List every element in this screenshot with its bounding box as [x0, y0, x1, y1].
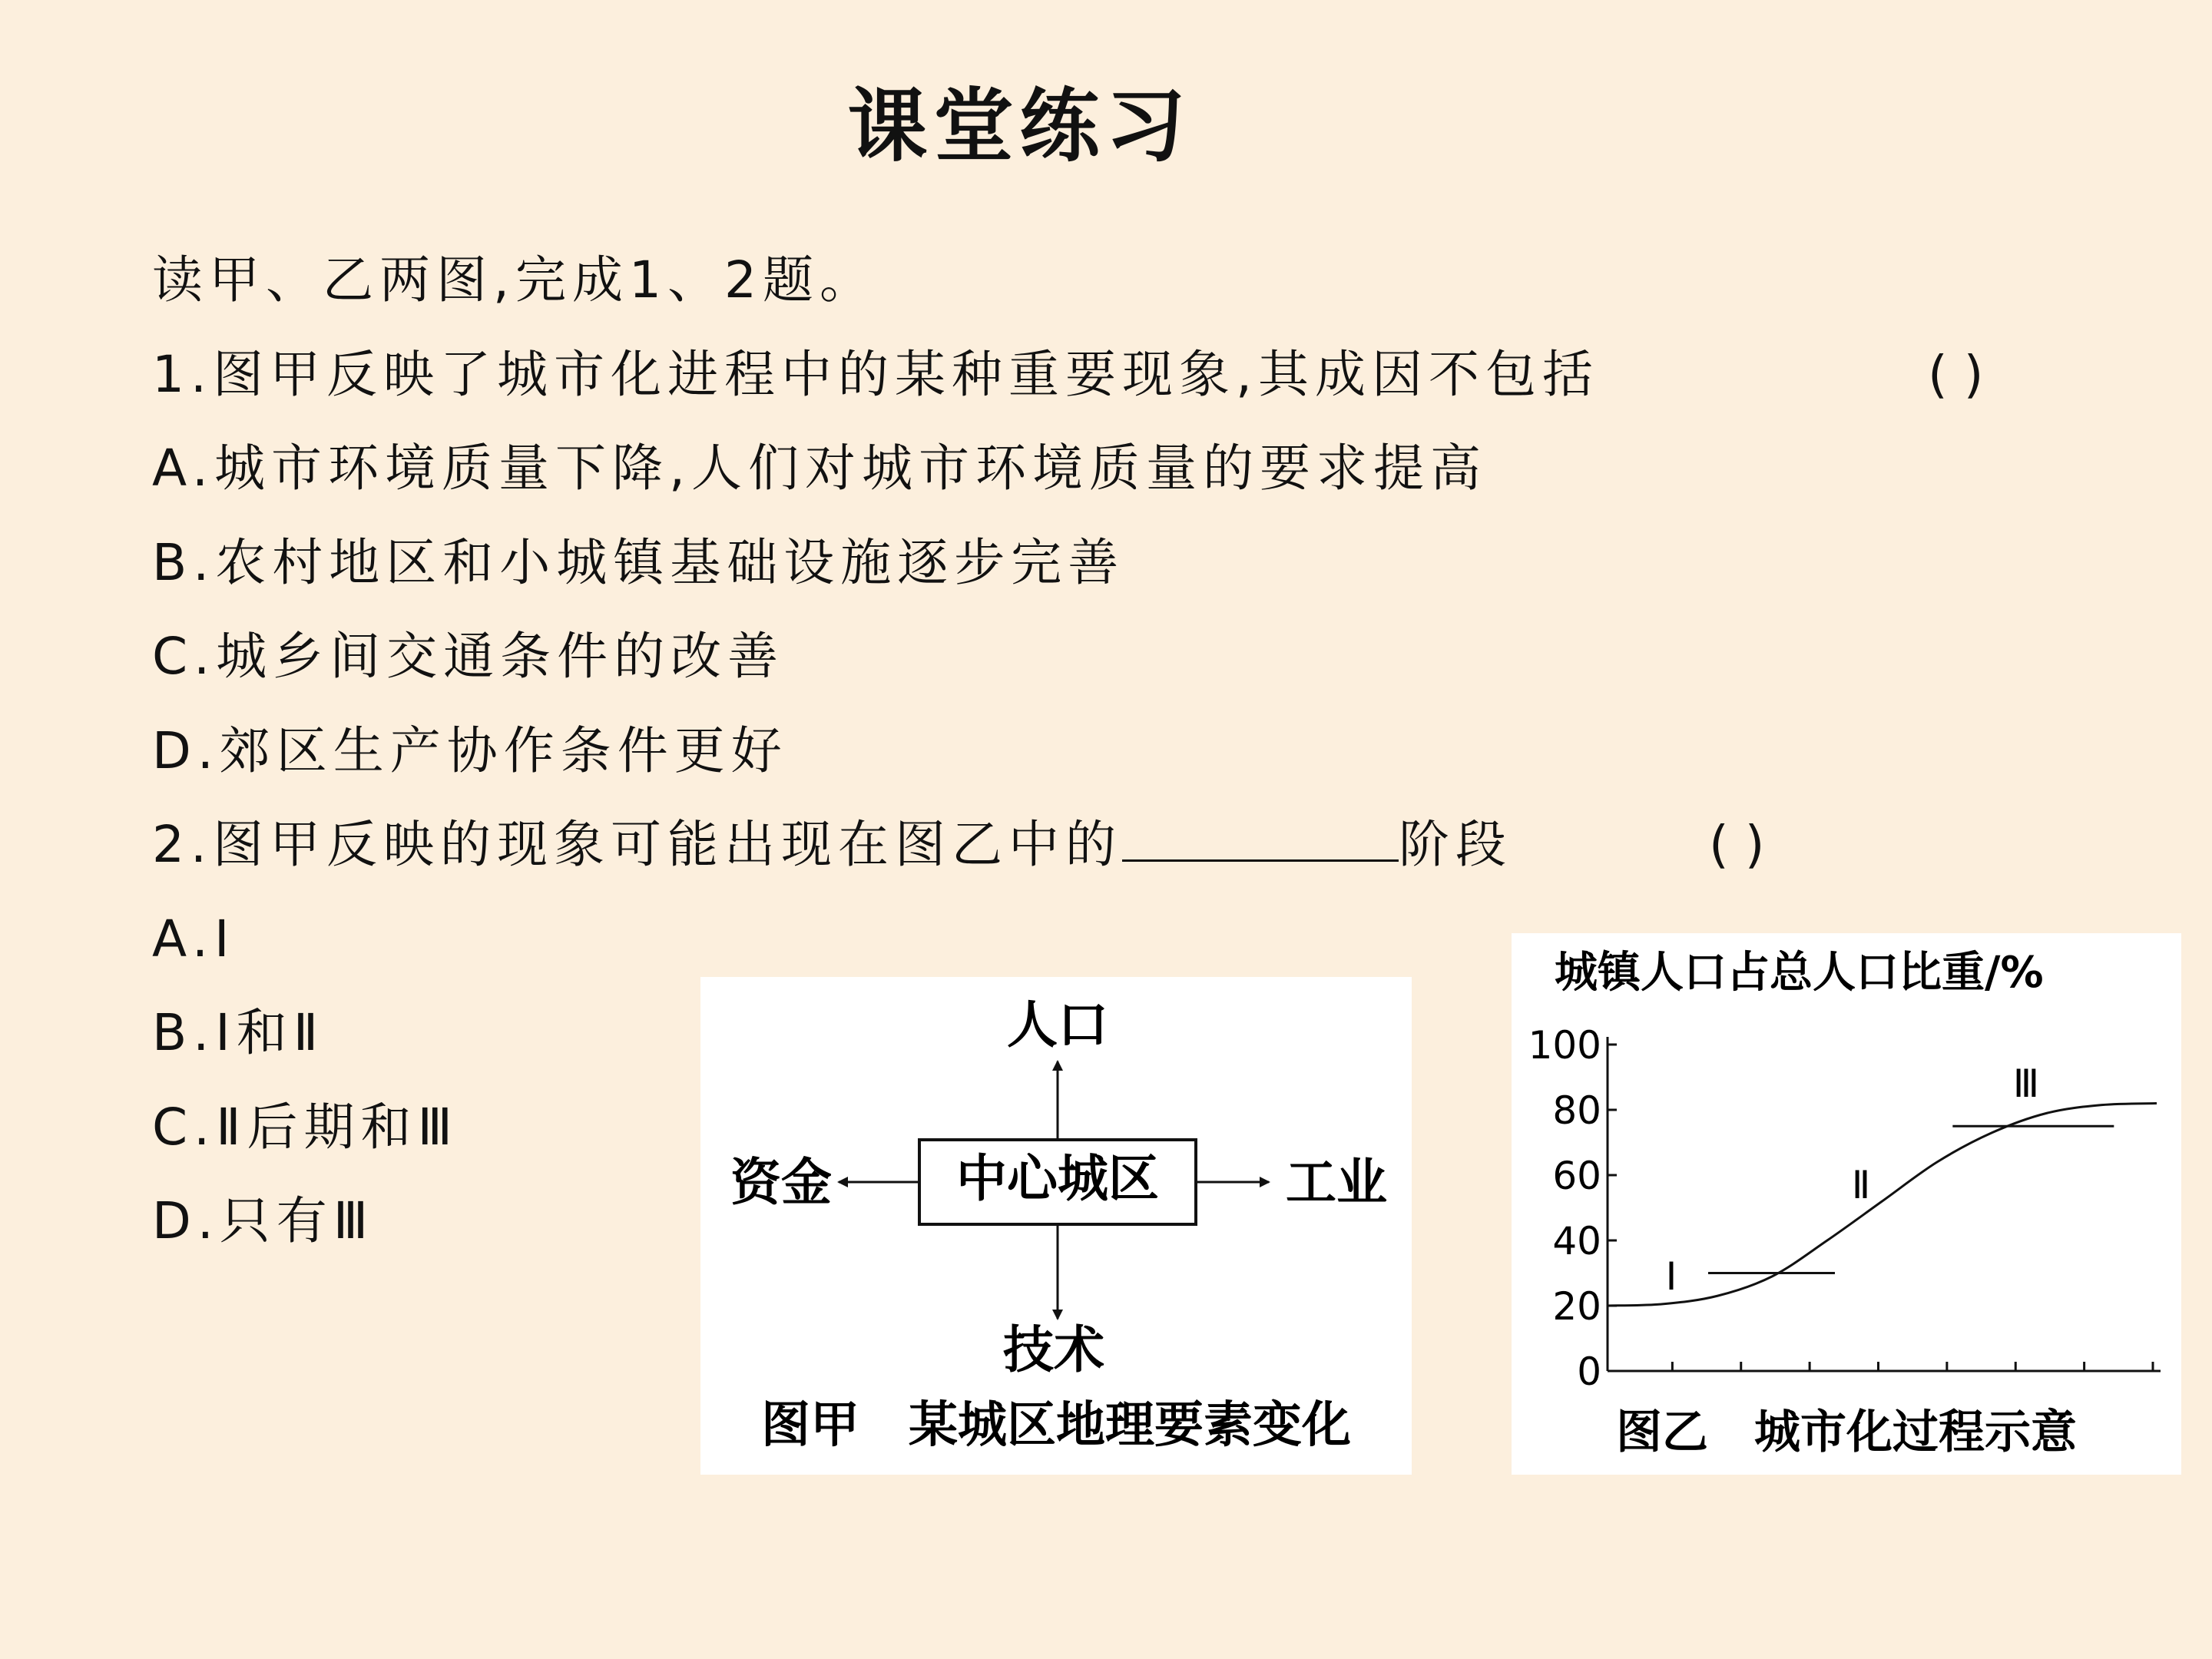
q1-option-c: C.城乡间交通条件的改善 [152, 627, 785, 686]
right-label: 工业 [1286, 1153, 1387, 1212]
stage-label: Ⅲ [2012, 1061, 2040, 1106]
q2-stem [152, 810, 1512, 879]
y-tick-label: 40 [1552, 1219, 1601, 1263]
top-label: 人口 [1007, 995, 1108, 1055]
q1-answer-bracket: ( ) [1928, 345, 1984, 404]
q2-option-d: D.只有Ⅲ [152, 1191, 375, 1250]
figure-a [700, 977, 1412, 1475]
q1-option-b: B.农村地区和小城镇基础设施逐步完善 [152, 533, 1125, 592]
intro-text: 读甲、乙两图,完成1、2题。 [152, 250, 876, 310]
q2-blank [1122, 816, 1399, 862]
q2-option-b: B.Ⅰ和Ⅱ [152, 1003, 325, 1062]
stage-label: Ⅱ [1851, 1162, 1871, 1207]
q1-stem: 1.图甲反映了城市化进程中的某种重要现象,其成因不包括 [152, 345, 1599, 404]
figure-a-caption: 图甲 某城区地理要素变化 [761, 1397, 1351, 1454]
figure-b-chart [1512, 933, 2181, 1475]
bottom-label: 技术 [1003, 1320, 1104, 1379]
q2-option-a: A.Ⅰ [152, 909, 236, 969]
y-tick-label: 60 [1552, 1154, 1601, 1198]
y-tick-label: 0 [1577, 1349, 1601, 1394]
q2-stem-after: 阶段 [1398, 815, 1512, 874]
q1-option-a: A.城市环境质量下降,人们对城市环境质量的要求提高 [152, 439, 1487, 498]
left-label: 资金 [730, 1153, 832, 1212]
q2-stem-before: 2.图甲反映的现象可能出现在图乙中的 [152, 815, 1122, 874]
q1-option-d: D.郊区生产协作条件更好 [152, 721, 788, 780]
y-tick-label: 100 [1528, 1023, 1601, 1068]
figure-a-diagram [700, 977, 1412, 1475]
stage-label: Ⅰ [1665, 1253, 1677, 1299]
chart-ylabel: 城镇人口占总人口比重/% [1555, 948, 2044, 998]
y-tick-label: 20 [1552, 1284, 1601, 1329]
center-label: 中心城区 [956, 1149, 1159, 1208]
urbanization-curve [1608, 1104, 2157, 1306]
q2-answer-bracket: ( ) [1709, 815, 1765, 874]
chart-caption: 图乙 城市化过程示意 [1616, 1406, 2077, 1459]
page-title: 课堂练习 [847, 78, 1192, 173]
q2-option-c: C.Ⅱ后期和Ⅲ [152, 1098, 459, 1157]
figure-b [1512, 933, 2181, 1475]
y-tick-label: 80 [1552, 1088, 1601, 1133]
